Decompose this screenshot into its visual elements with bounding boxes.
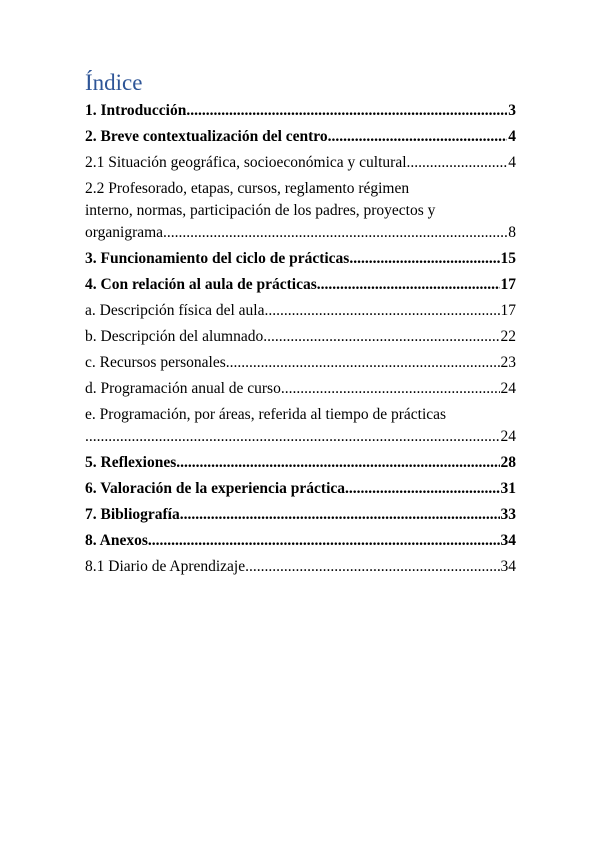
toc-entry-descripcion-aula[interactable]: [85, 300, 516, 322]
toc-entry-funcionamiento[interactable]: [85, 248, 516, 270]
toc-page-number: 33: [500, 506, 516, 523]
toc-page-number: 4: [508, 154, 516, 171]
toc-entry-label: 2. Breve contextualización del centro: [85, 128, 328, 145]
toc-entry-line: e. Programación, por áreas, referida al tiempo de prácticas: [85, 406, 447, 423]
toc-entry-label: a. Descripción física del aula: [85, 302, 265, 319]
toc-page-number: 23: [500, 354, 516, 371]
toc-entry-alumnado[interactable]: [85, 326, 516, 348]
toc-entry-contextualizacion[interactable]: [85, 126, 516, 148]
toc-page-number: 28: [500, 454, 516, 471]
toc-entry-line: interno, normas, participación de los padres, proyectos y: [85, 202, 436, 219]
toc-leader-dots: [317, 274, 500, 296]
toc-page-number: 31: [500, 480, 516, 497]
toc-leader-dots: [281, 378, 500, 400]
toc-entry-recursos[interactable]: [85, 352, 516, 374]
toc-page-number: 24: [500, 380, 516, 397]
toc-page-number: 22: [500, 328, 516, 345]
page-title: Índice: [85, 70, 143, 95]
toc-entry-situacion[interactable]: [85, 152, 516, 174]
toc-entry-bibliografia[interactable]: [85, 504, 516, 526]
toc-leader-dots: [85, 426, 500, 448]
toc-leader-dots: [148, 530, 500, 552]
toc-entry-line: 2.2 Profesorado, etapas, cursos, reglamento régimen: [85, 180, 410, 197]
toc-entry-label: 7. Bibliografía: [85, 506, 180, 523]
toc-entry-anexos[interactable]: [85, 530, 516, 552]
toc-entry-label: 8. Anexos: [85, 532, 148, 549]
toc-leader-dots: [245, 556, 499, 578]
toc-page-number: 8: [508, 224, 516, 241]
toc-entry-label: c. Recursos personales: [85, 354, 226, 371]
toc-page-number: 4: [508, 128, 516, 145]
toc-entry-programacion-anual[interactable]: [85, 378, 516, 400]
toc-leader-dots: [263, 326, 499, 348]
toc-leader-dots: [328, 126, 508, 148]
toc-entry-label: 1. Introducción: [85, 102, 187, 119]
document-page: [85, 68, 516, 578]
toc-entry-label: b. Descripción del alumnado: [85, 328, 264, 345]
toc-page-number: 17: [500, 276, 516, 293]
toc-leader-dots: [264, 300, 499, 322]
toc-leader-dots: [407, 152, 508, 174]
toc-page-number: 15: [500, 250, 516, 267]
toc-entry-reflexiones[interactable]: [85, 452, 516, 474]
toc-leader-dots: [349, 248, 499, 270]
toc-entry-label: d. Programación anual de curso: [85, 380, 281, 397]
toc-entry-profesorado[interactable]: [85, 178, 516, 244]
toc-entry-label: 6. Valoración de la experiencia práctica: [85, 480, 346, 497]
toc-entry-introduccion[interactable]: [85, 100, 516, 122]
toc-leader-dots: [226, 352, 500, 374]
toc-entry-label: 2.1 Situación geográfica, socioeconómica y cultural: [85, 154, 407, 171]
toc-leader-dots: [163, 222, 507, 244]
table-of-contents: [85, 100, 516, 578]
toc-leader-dots: [186, 100, 507, 122]
toc-page-number: 17: [500, 302, 516, 319]
toc-entry-programacion-areas[interactable]: [85, 404, 516, 448]
toc-leader-dots: [180, 504, 500, 526]
toc-entry-label: 3. Funcionamiento del ciclo de prácticas: [85, 250, 350, 267]
toc-entry-label: 4. Con relación al aula de prácticas: [85, 276, 317, 293]
toc-entry-label: organigrama: [85, 224, 164, 241]
toc-leader-dots: [176, 452, 499, 474]
toc-page-number: 34: [500, 558, 516, 575]
toc-page-number: 24: [500, 428, 516, 445]
toc-entry-label: 5. Reflexiones: [85, 454, 177, 471]
toc-leader-dots: [345, 478, 499, 500]
toc-page-number: 34: [500, 532, 516, 549]
toc-entry-aula[interactable]: [85, 274, 516, 296]
toc-entry-label: 8.1 Diario de Aprendizaje: [85, 558, 246, 575]
toc-entry-valoracion[interactable]: [85, 478, 516, 500]
toc-entry-diario[interactable]: [85, 556, 516, 578]
toc-page-number: 3: [508, 102, 516, 119]
